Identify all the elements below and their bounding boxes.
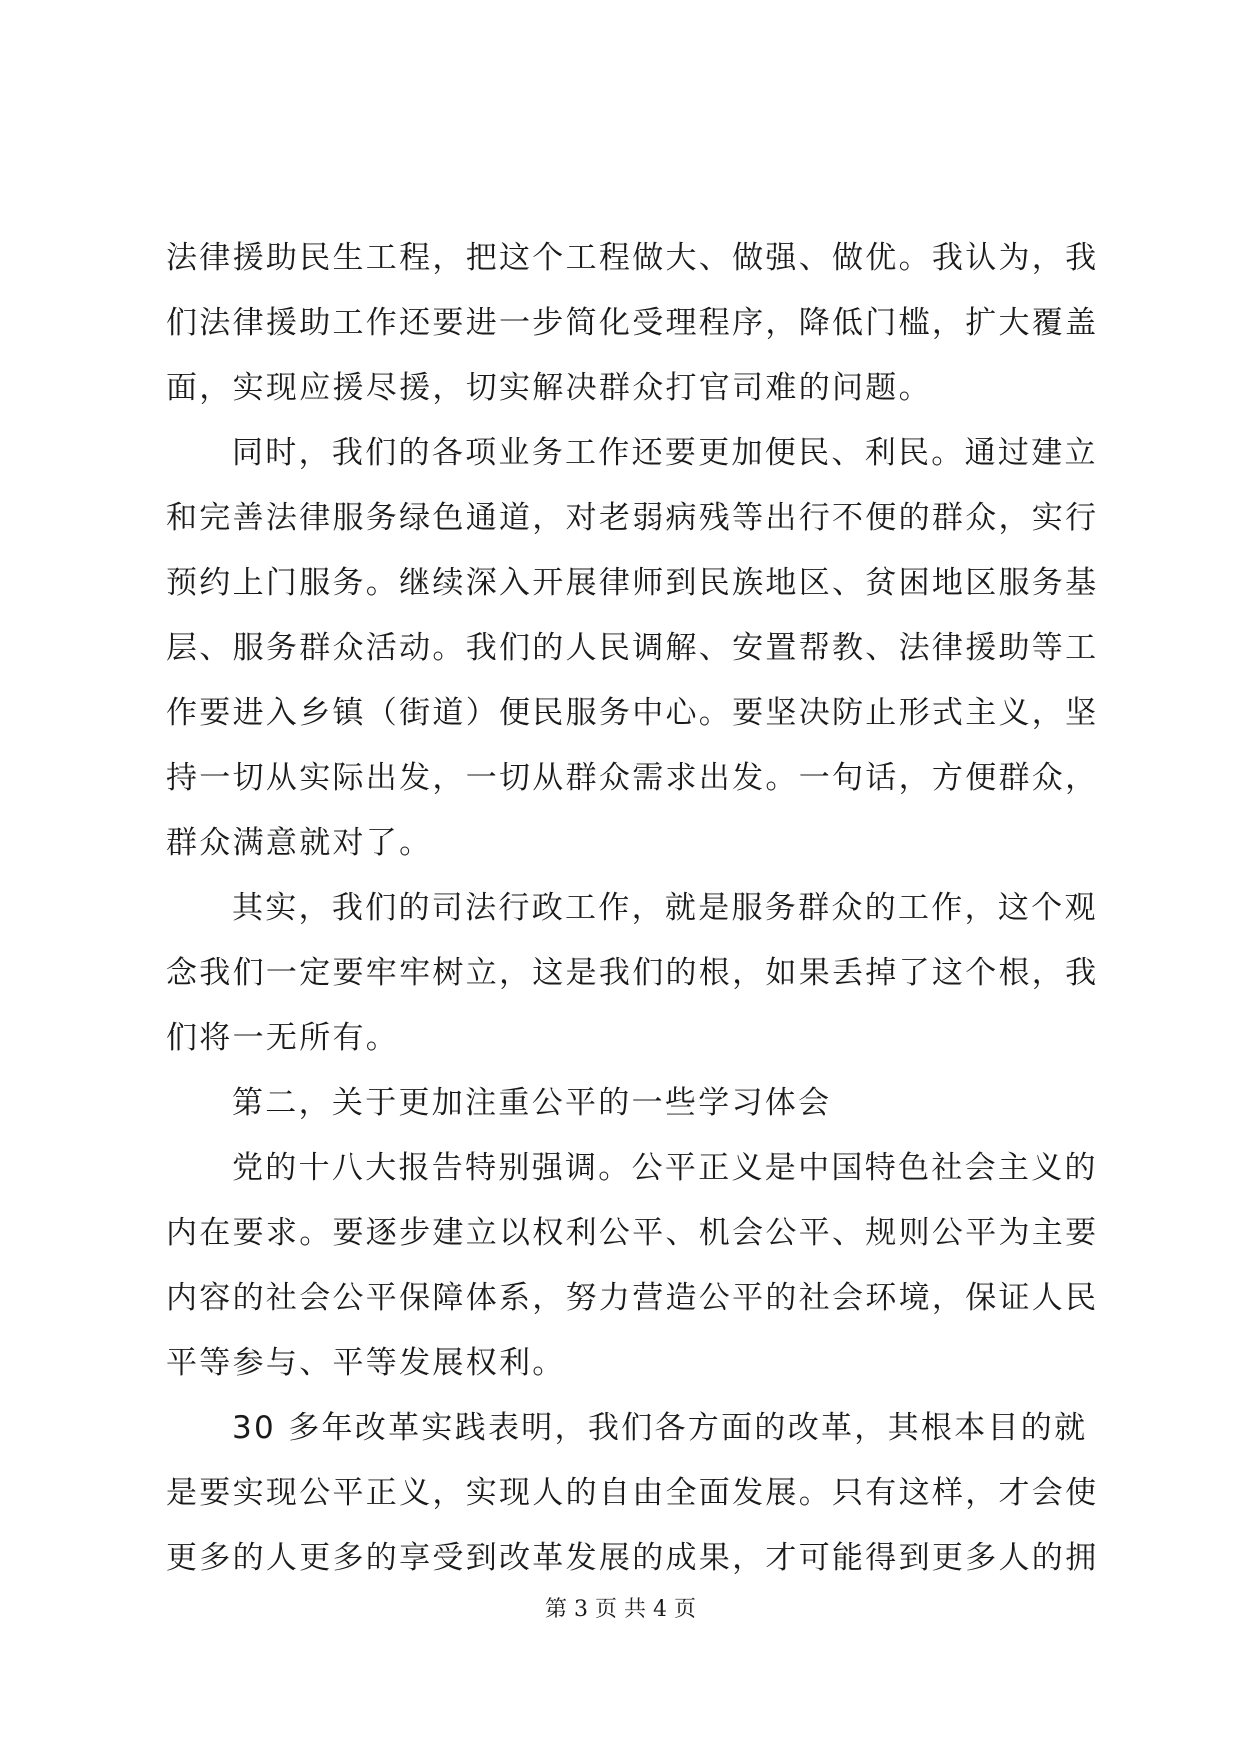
text-line: 面，实现应援尽援，切实解决群众打官司难的问题。 — [166, 370, 932, 406]
text-line: 持一切从实际出发，一切从群众需求出发。一句话，方便群众， — [166, 760, 1099, 796]
text-line: 们将一无所有。 — [166, 1020, 400, 1056]
text-line: 和完善法律服务绿色通道，对老弱病残等出行不便的群众，实行 — [166, 500, 1099, 536]
paragraph-start-line: 党的十八大报告特别强调。公平正义是中国特色社会主义的 — [232, 1150, 1098, 1186]
text-line: 内在要求。要逐步建立以权利公平、机会公平、规则公平为主要 — [166, 1215, 1099, 1251]
text-line: 是要实现公平正义，实现人的自由全面发展。只有这样，才会使 — [166, 1475, 1099, 1511]
text-line: 平等参与、平等发展权利。 — [166, 1345, 566, 1381]
paragraph-start-line: 其实，我们的司法行政工作，就是服务群众的工作，这个观 — [232, 890, 1098, 926]
text-line: 内容的社会公平保障体系，努力营造公平的社会环境，保证人民 — [166, 1280, 1099, 1316]
text-line: 法律援助民生工程，把这个工程做大、做强、做优。我认为，我 — [166, 240, 1099, 276]
section-heading: 第二，关于更加注重公平的一些学习体会 — [232, 1085, 832, 1121]
document-body — [166, 226, 1099, 1591]
text-line: 预约上门服务。继续深入开展律师到民族地区、贫困地区服务基 — [166, 565, 1099, 601]
text-line: 念我们一定要牢牢树立，这是我们的根，如果丢掉了这个根，我 — [166, 955, 1099, 991]
paragraph-start-line: 30 多年改革实践表明，我们各方面的改革，其根本目的就 — [232, 1410, 1088, 1446]
text-line: 群众满意就对了。 — [166, 825, 433, 861]
paragraph-start-line: 同时，我们的各项业务工作还要更加便民、利民。通过建立 — [232, 435, 1098, 471]
text-line: 们法律援助工作还要进一步简化受理程序，降低门槛，扩大覆盖 — [166, 305, 1099, 341]
text-line: 层、服务群众活动。我们的人民调解、安置帮教、法律援助等工 — [166, 630, 1099, 666]
page-footer: 第 3 页 共 4 页 — [545, 1597, 696, 1622]
text-line: 更多的人更多的享受到改革发展的成果，才可能得到更多人的拥 — [166, 1540, 1099, 1576]
text-line: 作要进入乡镇（街道）便民服务中心。要坚决防止形式主义，坚 — [166, 695, 1099, 731]
